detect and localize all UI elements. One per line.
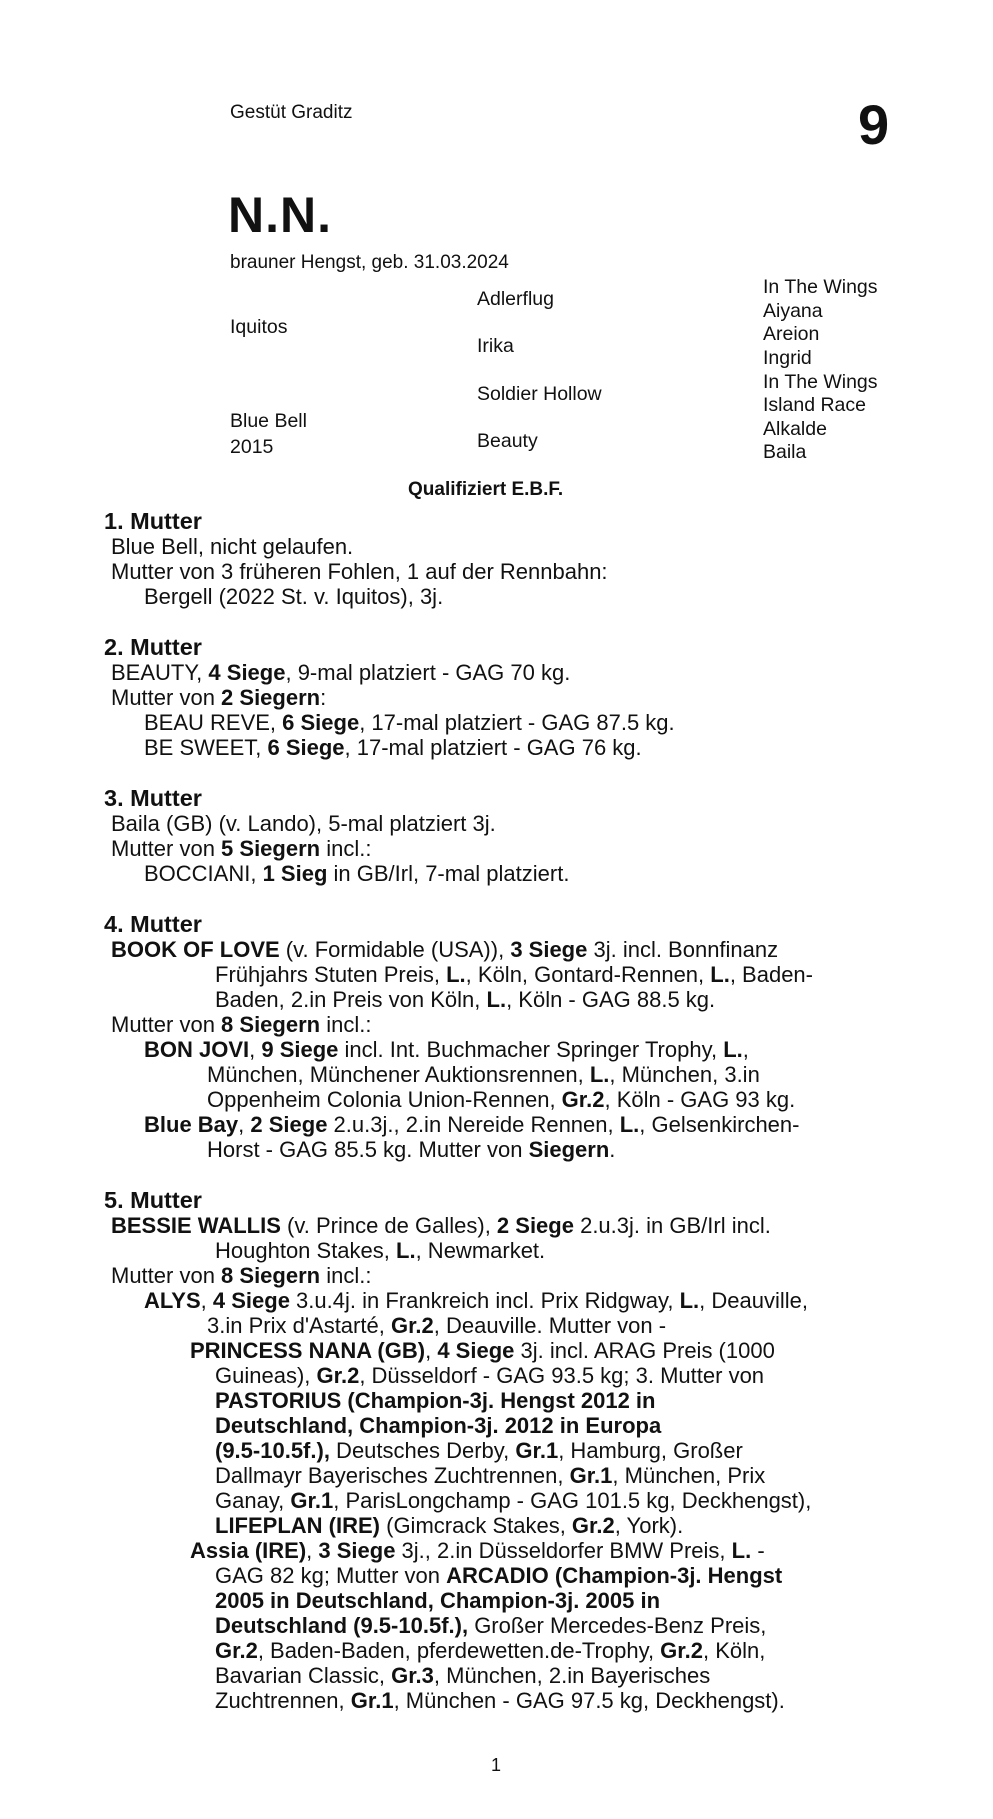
text-line: [215, 1638, 765, 1663]
text-run-bold: 8 Siegern: [221, 1012, 321, 1037]
text-run: Deutsches Derby,: [329, 1438, 516, 1463]
text-run: , München - GAG 97.5 kg, Deckhengst).: [393, 1688, 785, 1713]
text-run: Zuchtrennen,: [215, 1688, 351, 1713]
text-run-bold: Gr.2: [660, 1638, 703, 1663]
text-run: incl. Int. Buchmacher Springer Trophy,: [338, 1037, 724, 1062]
text-line: Bergell (2022 St. v. Iquitos), 3j.: [144, 584, 444, 609]
text-run-bold: L.: [396, 1238, 416, 1263]
text-line: [111, 1012, 371, 1037]
text-run: Baden, 2.in Preis von Köln,: [215, 987, 487, 1012]
text-run: BEAU REVE,: [144, 710, 283, 735]
text-run: BE SWEET,: [144, 735, 268, 760]
section-title: 3. Mutter: [104, 785, 202, 811]
text-line: [215, 962, 813, 987]
text-run: (v. Prince de Galles),: [280, 1213, 497, 1238]
text-run: Mutter von: [111, 1263, 222, 1288]
text-line: 2005 in Deutschland, Champion-3j. 2005 in: [215, 1588, 661, 1613]
text-run-bold: L.: [679, 1288, 700, 1313]
text-run-bold: ALYS: [144, 1288, 201, 1313]
text-run: 3.u.4j. in Frankreich incl. Prix Ridgway,: [289, 1288, 680, 1313]
pedigree-sire: Iquitos: [230, 316, 288, 338]
text-run-bold: Gr.1: [569, 1463, 613, 1488]
text-run: ,: [306, 1538, 319, 1563]
text-run: incl.:: [320, 1012, 372, 1037]
pedigree-dam: Blue Bell: [230, 410, 307, 432]
text-run-bold: Deutschland (9.5-10.5f.),: [215, 1613, 469, 1638]
horse-description: brauner Hengst, geb. 31.03.2024: [230, 252, 509, 273]
text-run: , Köln, Gontard-Rennen,: [465, 962, 711, 987]
text-run: 2.u.3j. in GB/Irl incl.: [573, 1213, 771, 1238]
text-run-bold: 2 Siegern: [221, 685, 321, 710]
text-run: Oppenheim Colonia Union-Rennen,: [207, 1087, 562, 1112]
text-line: Deutschland, Champion-3j. 2012 in Europa: [215, 1413, 662, 1438]
text-run: , München, 3.in: [609, 1062, 760, 1087]
text-run-bold: L.: [723, 1037, 743, 1062]
text-run: in GB/Irl, 7-mal platziert.: [327, 861, 570, 886]
text-run-bold: 9 Siege: [261, 1037, 339, 1062]
text-run-bold: Gr.2: [316, 1363, 360, 1388]
text-run-bold: Gr.3: [391, 1663, 434, 1688]
text-line: [144, 1037, 749, 1062]
text-run-bold: Gr.2: [215, 1638, 258, 1663]
text-run-bold: Gr.2: [571, 1513, 615, 1538]
text-run: , Newmarket.: [415, 1238, 546, 1263]
text-run-bold: Gr.1: [350, 1688, 394, 1713]
pedigree-gen3-3: Areion: [763, 323, 820, 345]
text-run-bold: 8 Siegern: [221, 1263, 321, 1288]
text-run: , Hamburg, Großer: [558, 1438, 743, 1463]
text-run-bold: BESSIE WALLIS: [111, 1213, 281, 1238]
text-run: BEAUTY,: [111, 660, 209, 685]
text-run: :: [320, 685, 327, 710]
qualification: Qualifiziert E.B.F.: [408, 479, 564, 500]
pedigree-gen3-6: Island Race: [763, 394, 866, 416]
text-line: [215, 1488, 811, 1513]
text-run-bold: 4 Siege: [208, 660, 286, 685]
text-run-bold: 4 Siege: [212, 1288, 290, 1313]
text-run-bold: 3 Siege: [510, 937, 588, 962]
text-line: [111, 685, 326, 710]
text-run-bold: L.: [446, 962, 466, 987]
text-run-bold: Gr.1: [515, 1438, 559, 1463]
text-line: [144, 710, 675, 735]
text-line: [215, 1513, 683, 1538]
horse-name: N.N.: [228, 187, 332, 243]
text-run-bold: 2 Siege: [496, 1213, 574, 1238]
text-line: [111, 1213, 771, 1238]
text-run: 3.in Prix d'Astarté,: [207, 1313, 391, 1338]
text-line: PASTORIUS (Champion-3j. Hengst 2012 in: [215, 1388, 656, 1413]
pedigree-gen3-8: Baila: [763, 441, 807, 463]
text-line: [207, 1062, 760, 1087]
text-run-bold: Blue Bay: [144, 1112, 239, 1137]
text-line: [111, 1263, 371, 1288]
text-line: [111, 836, 371, 861]
text-run-bold: Gr.1: [290, 1488, 334, 1513]
text-line: Mutter von 3 früheren Fohlen, 1 auf der Rennbahn:: [111, 559, 608, 584]
text-run-bold: PRINCESS NANA (GB): [190, 1338, 426, 1363]
text-run-bold: ARCADIO (Champion-3j. Hengst: [446, 1563, 783, 1588]
text-run: 3j. incl. ARAG Preis (1000: [514, 1338, 775, 1363]
pedigree-dam-dam: Beauty: [477, 430, 538, 452]
text-run: München, Münchener Auktionsrennen,: [207, 1062, 590, 1087]
text-run: , ParisLongchamp - GAG 101.5 kg, Deckhengst),: [333, 1488, 812, 1513]
text-run-bold: 6 Siege: [282, 710, 360, 735]
text-run-bold: BON JOVI: [144, 1037, 250, 1062]
pedigree-sire-dam: Irika: [477, 335, 514, 357]
text-run-bold: LIFEPLAN (IRE): [215, 1513, 380, 1538]
text-run-bold: L.: [710, 962, 730, 987]
text-line: [111, 660, 570, 685]
text-line: [215, 1663, 710, 1688]
pedigree-gen3-7: Alkalde: [763, 418, 827, 440]
text-run: , Baden-Baden, pferdewetten.de-Trophy,: [257, 1638, 661, 1663]
text-line: [190, 1338, 775, 1363]
text-run: GAG 82 kg; Mutter von: [215, 1563, 447, 1588]
text-run: Houghton Stakes,: [215, 1238, 397, 1263]
text-line: [144, 1288, 808, 1313]
text-run-bold: Gr.2: [561, 1087, 605, 1112]
text-run: Bavarian Classic,: [215, 1663, 392, 1688]
text-run: incl.:: [320, 836, 372, 861]
text-run-bold: 3 Siege: [318, 1538, 396, 1563]
pedigree-dam-year: 2015: [230, 436, 274, 458]
lot-number: 9: [858, 93, 890, 156]
text-run: Großer Mercedes-Benz Preis,: [468, 1613, 767, 1638]
text-line: [144, 861, 569, 886]
text-run: , Köln - GAG 88.5 kg.: [506, 987, 716, 1012]
text-run: ,: [742, 1037, 749, 1062]
text-run: Mutter von: [111, 836, 222, 861]
text-run: , Köln - GAG 93 kg.: [604, 1087, 796, 1112]
text-run-bold: L.: [486, 987, 507, 1012]
text-run: ,: [425, 1338, 438, 1363]
text-run: ,: [238, 1112, 251, 1137]
text-line: Baila (GB) (v. Lando), 5-mal platziert 3j.: [111, 811, 496, 836]
text-run: .: [609, 1137, 616, 1162]
text-run: incl.:: [320, 1263, 372, 1288]
text-line: [111, 937, 778, 962]
section-title: 1. Mutter: [104, 508, 202, 534]
text-run: 3j. incl. Bonnfinanz: [587, 937, 779, 962]
text-run-bold: 6 Siege: [267, 735, 345, 760]
text-run: , München, 2.in Bayerisches: [433, 1663, 711, 1688]
text-run-bold: 1 Sieg: [262, 861, 328, 886]
text-line: [215, 1563, 782, 1588]
text-run-bold: 5 Siegern: [221, 836, 321, 861]
text-run: , 9-mal platziert - GAG 70 kg.: [285, 660, 571, 685]
text-run: , York).: [614, 1513, 684, 1538]
text-run: , Deauville. Mutter von -: [433, 1313, 667, 1338]
text-run: , München, Prix: [612, 1463, 766, 1488]
text-run: ,: [200, 1288, 213, 1313]
text-line: [215, 987, 715, 1012]
section-title: 2. Mutter: [104, 634, 202, 660]
text-run: Mutter von: [111, 685, 222, 710]
text-line: [190, 1538, 765, 1563]
text-run: Horst - GAG 85.5 kg. Mutter von: [207, 1137, 529, 1162]
text-run: ,: [249, 1037, 262, 1062]
text-run: Frühjahrs Stuten Preis,: [215, 962, 447, 987]
text-line: [215, 1688, 785, 1713]
text-run-bold: 4 Siege: [437, 1338, 515, 1363]
text-run-bold: L.: [619, 1112, 640, 1137]
pedigree-gen3-5: In The Wings: [763, 371, 878, 393]
text-run-bold: Gr.2: [390, 1313, 434, 1338]
text-run: , Düsseldorf - GAG 93.5 kg; 3. Mutter von: [359, 1363, 765, 1388]
text-run: , Köln,: [702, 1638, 766, 1663]
text-run: Ganay,: [215, 1488, 291, 1513]
page-number: 1: [491, 1755, 502, 1775]
text-line: [207, 1087, 795, 1112]
text-run: (Gimcrack Stakes,: [380, 1513, 572, 1538]
pedigree-dam-sire: Soldier Hollow: [477, 383, 602, 405]
text-run: 3j., 2.in Düsseldorfer BMW Preis,: [395, 1538, 732, 1563]
text-run: -: [751, 1538, 765, 1563]
pedigree-sire-sire: Adlerflug: [477, 288, 554, 310]
text-run: Mutter von: [111, 1012, 222, 1037]
text-run: , Baden-: [729, 962, 813, 987]
text-line: [207, 1313, 666, 1338]
text-run-bold: 2 Siege: [250, 1112, 328, 1137]
text-line: Blue Bell, nicht gelaufen.: [111, 534, 354, 559]
text-line: [215, 1613, 766, 1638]
text-run-bold: Assia (IRE): [190, 1538, 307, 1563]
text-line: [215, 1463, 765, 1488]
text-run: (v. Formidable (USA)),: [279, 937, 511, 962]
text-line: [215, 1238, 545, 1263]
text-line: [207, 1137, 615, 1162]
pedigree-gen3-4: Ingrid: [763, 347, 812, 369]
text-run-bold: BOOK OF LOVE: [111, 937, 280, 962]
text-run: , 17-mal platziert - GAG 87.5 kg.: [359, 710, 675, 735]
text-line: [215, 1363, 764, 1388]
text-run: BOCCIANI,: [144, 861, 263, 886]
text-run-bold: L.: [589, 1062, 610, 1087]
text-run-bold: (9.5-10.5f.),: [215, 1438, 330, 1463]
text-line: [215, 1438, 743, 1463]
text-run: , Gelsenkirchen-: [639, 1112, 800, 1137]
pedigree-gen3-1: In The Wings: [763, 276, 878, 298]
text-line: [144, 1112, 799, 1137]
section-title: 4. Mutter: [104, 911, 202, 937]
text-line: [144, 735, 642, 760]
text-run: Guineas),: [215, 1363, 317, 1388]
text-run: , 17-mal platziert - GAG 76 kg.: [344, 735, 642, 760]
pedigree-gen3-2: Aiyana: [763, 300, 823, 322]
text-run: 2.u.3j., 2.in Nereide Rennen,: [327, 1112, 620, 1137]
text-run: Dallmayr Bayerisches Zuchtrennen,: [215, 1463, 570, 1488]
text-run-bold: L.: [731, 1538, 752, 1563]
text-run-bold: Siegern: [528, 1137, 610, 1162]
breeder-name: Gestüt Graditz: [230, 102, 353, 123]
section-title: 5. Mutter: [104, 1187, 202, 1213]
text-run: , Deauville,: [699, 1288, 808, 1313]
